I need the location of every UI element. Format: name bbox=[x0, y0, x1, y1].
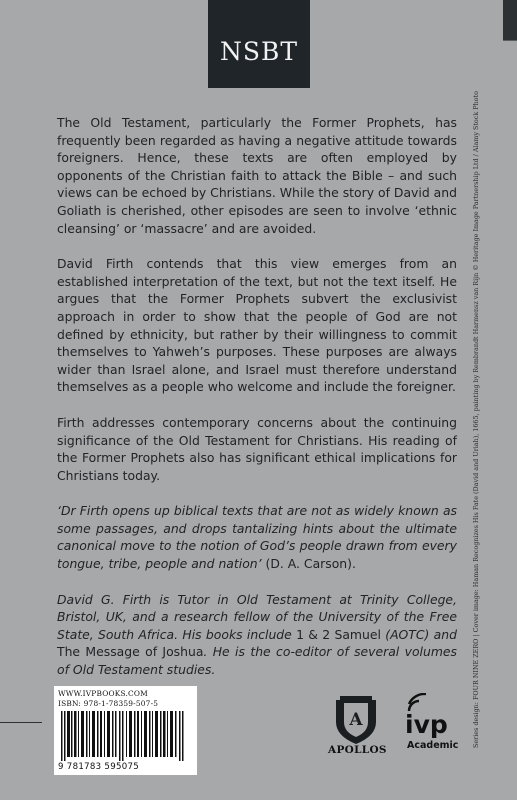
endorsement-attribution: (D. A. Carson). bbox=[265, 556, 356, 572]
endorsement bbox=[57, 502, 457, 572]
bio-text-2: (AOTC) and bbox=[380, 626, 457, 642]
blurb-paragraph-1: The Old Testament, particularly the Former Prophets, has frequently been regarded as having a negative attitude towards foreigners. Hence, these texts are often employed by opponents of the Christian faith to attack the Bible – and such views can be echoed by Christians. While the story of David and Goliath is cherished, other episodes are seen to involve ‘ethnic cleansing’ or ‘massacre’ and are avoided. bbox=[57, 115, 457, 236]
endorsement-quote: ‘Dr Firth opens up biblical texts that are not as widely known as some passages, and drops tantalizing hints about the ultimate canonical move to the notion of God’s people drawn from every tongue, tribe, people and nation’ bbox=[57, 503, 457, 572]
ivp-academic-text: Academic bbox=[407, 740, 459, 751]
divider-line bbox=[0, 722, 42, 723]
series-label: NSBT bbox=[219, 37, 299, 66]
series-logo-box bbox=[208, 0, 310, 88]
bio-text-1: David G. Firth is Tutor in Old Testament at Trinity College, Bristol, UK, and a research fellow of the University of the Free State, South Africa. His books include bbox=[57, 591, 457, 642]
blurb-paragraph-2: David Firth contends that this view emerges from an established interpretation of the text, but not the text itself. He argues that the Former Prophets subvert the exclusivist approach in order to show that the people of God are not defined by ethnicity, but rather by their willingness to commit themselves to Yahweh’s purposes. These purposes are always wider than Israel alone, and Israel must therefore understand themselves as a people who welcome and include the foreigner. bbox=[57, 256, 457, 395]
bio-text-3: . He is the co-editor of several volumes of Old Testament studies. bbox=[57, 644, 457, 678]
ivp-logo-text: ivp bbox=[405, 710, 448, 739]
author-bio bbox=[57, 591, 457, 679]
apollos-logo-text: APOLLOS bbox=[328, 744, 387, 756]
cover-credits: Series design: FOUR NINE ZERO | Cover image: Haman Recognizes His Fate (David and Uriah), 1665, painting by Rembrandt Harmensz van Rijn © Heritage Image Partnership Ltd / Alamy Stock Photo bbox=[472, 91, 480, 748]
isbn-text: ISBN: 978-1-78359-507-5 bbox=[58, 699, 159, 708]
barcode-icon bbox=[61, 711, 191, 761]
barcode-digits: 9 781783 595075 bbox=[58, 762, 140, 772]
barcode-panel bbox=[54, 686, 197, 775]
spine-edge-strip bbox=[503, 0, 517, 40]
spine-edge-line bbox=[503, 40, 517, 41]
blurb-text bbox=[57, 114, 457, 697]
blurb-paragraph-3: Firth addresses contemporary concerns about the continuing significance of the Old Testament for Christians. His reading of the Former Prophets also has significant ethical implications for Christians today. bbox=[57, 414, 457, 483]
bio-book-2: The Message of Joshua bbox=[57, 644, 204, 660]
bio-book-1: 1 & 2 Samuel bbox=[296, 626, 381, 642]
svg-text:A: A bbox=[349, 710, 363, 730]
publisher-url: WWW.IVPBOOKS.COM bbox=[58, 689, 148, 698]
